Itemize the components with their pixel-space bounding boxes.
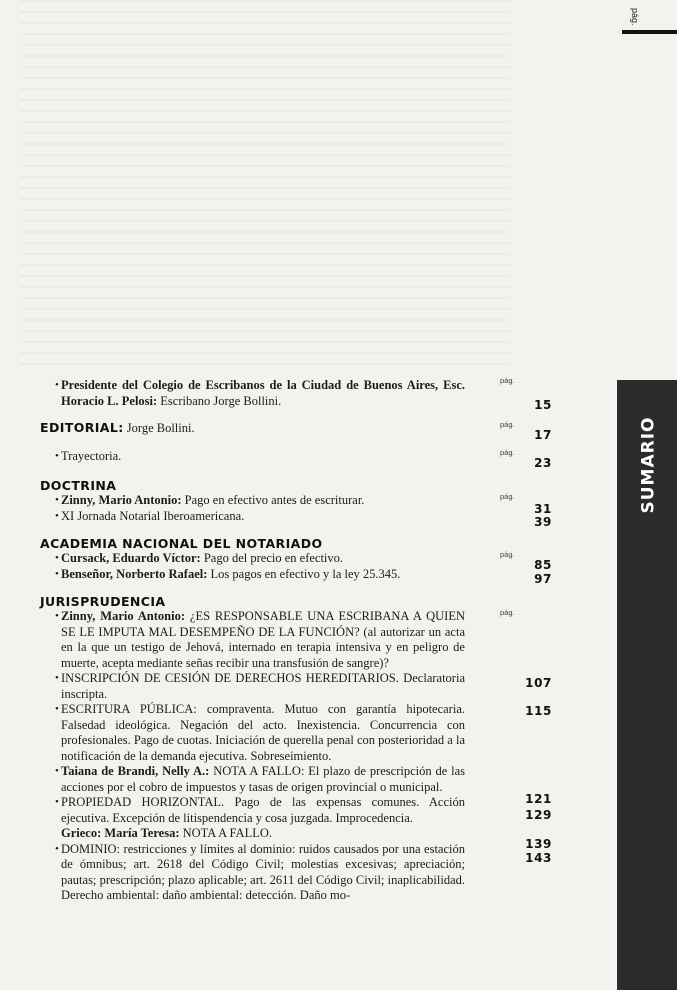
- page-number: 121: [525, 792, 552, 806]
- entry-text: NOTA A FALLO.: [182, 826, 273, 840]
- section-heading-doctrina: DOCTRINA: [40, 478, 117, 493]
- pag-label: pág.: [500, 420, 515, 429]
- page-number: 17: [534, 428, 552, 442]
- page-tab-marker: [622, 30, 677, 34]
- page-number: 39: [534, 515, 552, 529]
- toc-entry-trayectoria: • Trayectoria.: [55, 448, 122, 463]
- entry-author: Taiana de Brandi, Nelly A.:: [61, 764, 210, 778]
- toc-entry-editorial: [40, 420, 465, 437]
- page-number: 139: [525, 837, 552, 851]
- editorial-heading: EDITORIAL:: [40, 420, 124, 435]
- pag-label: pág.: [500, 448, 515, 457]
- toc-entry: • PROPIEDAD HORIZONTAL. Pago de las expensas comunes. Acción ejecutiva. Excepción de litispendencia y cosa juzgada. Improcedencia.: [55, 795, 465, 825]
- entry-author: Cursack, Eduardo Víctor:: [61, 551, 201, 565]
- page-number: 31: [534, 502, 552, 516]
- page-number: 143: [525, 851, 552, 865]
- entry-text: Escribano Jorge Bollini.: [160, 393, 282, 408]
- toc-entry: [40, 826, 465, 842]
- bleed-through-text: [20, 0, 510, 370]
- page-number: 129: [525, 808, 552, 822]
- entry-text: Pago del precio en efectivo.: [203, 551, 344, 565]
- entry-text: NOTA A FALLO: El plazo de prescripción de las acciones por el cobro de impuestos y tasas de origen provincial o municipal.: [61, 764, 466, 794]
- toc-entry: • Taiana de Brandi, Nelly A.: NOTA A FALLO: El plazo de prescripción de las acciones por el cobro de impuestos y tasas de origen provincial o municipal.: [55, 764, 466, 794]
- toc-entry: • INSCRIPCIÓN DE CESIÓN DE DERECHOS HEREDITARIOS. Declaratoria inscripta.: [55, 671, 465, 701]
- entry-author: Grieco: María Teresa:: [61, 826, 180, 840]
- section-heading-academia: ACADEMIA NACIONAL DEL NOTARIADO: [40, 536, 323, 551]
- entry-text: DOMINIO: restricciones y límites al dominio: ruidos causados por una estación de ómnibus; art. 2618 del Código Civil; molestias excesivas; apreciación; pautas; prescripción; plazo aplicable; art. 2611 del Código Civil; inaplicabilidad. Derecho ambiental: daño ambiental: detección. Daño mo-: [61, 841, 465, 902]
- pag-label: pág.: [500, 376, 515, 385]
- table-of-contents: [40, 376, 465, 904]
- entry-text: Jorge Bollini.: [126, 421, 195, 435]
- entry-author: Zinny, Mario Antonio:: [61, 493, 182, 507]
- pag-label: pág.: [500, 550, 515, 559]
- page-number: 85: [534, 558, 552, 572]
- entry-text: PROPIEDAD HORIZONTAL. Pago de las expensas comunes. Acción ejecutiva. Excepción de litispendencia y cosa juzgada. Improcedencia.: [61, 795, 465, 825]
- entry-text: ¿ES RESPONSABLE UNA ESCRIBANA A QUIEN SE LE IMPUTA MAL DESEMPEÑO DE LA FUNCIÓN? (al autorizar un acta en la que un testigo de Jehová, internado en terapia intensiva y en peligro de muerte, acepta mediante señas recibir una transfusión de sangre)?: [61, 609, 465, 670]
- pag-label: pág.: [500, 608, 515, 617]
- entry-text: INSCRIPCIÓN DE CESIÓN DE DERECHOS HEREDITARIOS. Declaratoria inscripta.: [61, 671, 465, 701]
- page-number: 115: [525, 704, 552, 718]
- toc-entry: • ESCRITURA PÚBLICA: compraventa. Mutuo con garantía hipotecaria. Falsedad ideológica. Negación del acto. Inexistencia. Concurrencia con profesionales. Pago de cuotas. Iniciación de querella penal con posterioridad a la notificación de la demanda ejecutiva. Sobreseimiento.: [55, 702, 465, 763]
- entry-text: Trayectoria.: [61, 448, 122, 463]
- page-number: 15: [534, 398, 552, 412]
- page-number: 107: [525, 676, 552, 690]
- entry-author: Zinny, Mario Antonio:: [61, 609, 186, 623]
- toc-entry: • Zinny, Mario Antonio: ¿ES RESPONSABLE UNA ESCRIBANA A QUIEN SE LE IMPUTA MAL DESEMPEÑO DE LA FUNCIÓN? (al autorizar un acta en la que un testigo de Jehová, internado en terapia intensiva y en peligro de muerte, acepta mediante señas recibir una transfusión de sangre)?: [55, 609, 465, 670]
- entry-text: Pago en efectivo antes de escriturar.: [184, 493, 365, 507]
- page-number: 97: [534, 572, 552, 586]
- pag-label: pág.: [500, 492, 515, 501]
- corner-pag-label: pág.: [630, 8, 640, 26]
- entry-author: Presidente del Colegio de Escribanos de la Ciudad de Buenos Aires, Esc. Horacio L. Pelosi:: [61, 378, 465, 408]
- toc-entry: • XI Jornada Notarial Iberoamericana.: [55, 508, 245, 523]
- entry-author: Benseñor, Norberto Rafael:: [61, 566, 208, 581]
- toc-entry-presidente: • Presidente del Colegio de Escribanos de la Ciudad de Buenos Aires, Esc. Horacio L. Pelosi: Escribano Jorge Bollini.: [55, 378, 465, 408]
- page-number: 23: [534, 456, 552, 470]
- toc-entry: • Zinny, Mario Antonio: Pago en efectivo antes de escriturar.: [55, 493, 365, 507]
- entry-text: Los pagos en efectivo y la ley 25.345.: [210, 566, 401, 581]
- toc-entry: • Cursack, Eduardo Víctor: Pago del precio en efectivo.: [55, 551, 344, 565]
- section-heading-jurisprudencia: JURISPRUDENCIA: [40, 594, 166, 609]
- entry-text: ESCRITURA PÚBLICA: compraventa. Mutuo con garantía hipotecaria. Falsedad ideológica. Negación del acto. Inexistencia. Concurrencia con profesionales. Pago de cuotas. Iniciación de querella penal con posterioridad a la notificación de la demanda ejecutiva. Sobreseimiento.: [61, 702, 465, 763]
- entry-text: XI Jornada Notarial Iberoamericana.: [61, 508, 245, 523]
- sidebar-title: SUMARIO: [638, 416, 658, 514]
- toc-entry: • Benseñor, Norberto Rafael: Los pagos en efectivo y la ley 25.345.: [55, 566, 401, 581]
- toc-entry: • DOMINIO: restricciones y límites al dominio: ruidos causados por una estación de ómnibus; art. 2618 del Código Civil; molestias excesivas; apreciación; pautas; prescripción; plazo aplicable; art. 2611 del Código Civil; inaplicabilidad. Derecho ambiental: daño ambiental: detección. Daño mo-: [55, 841, 465, 902]
